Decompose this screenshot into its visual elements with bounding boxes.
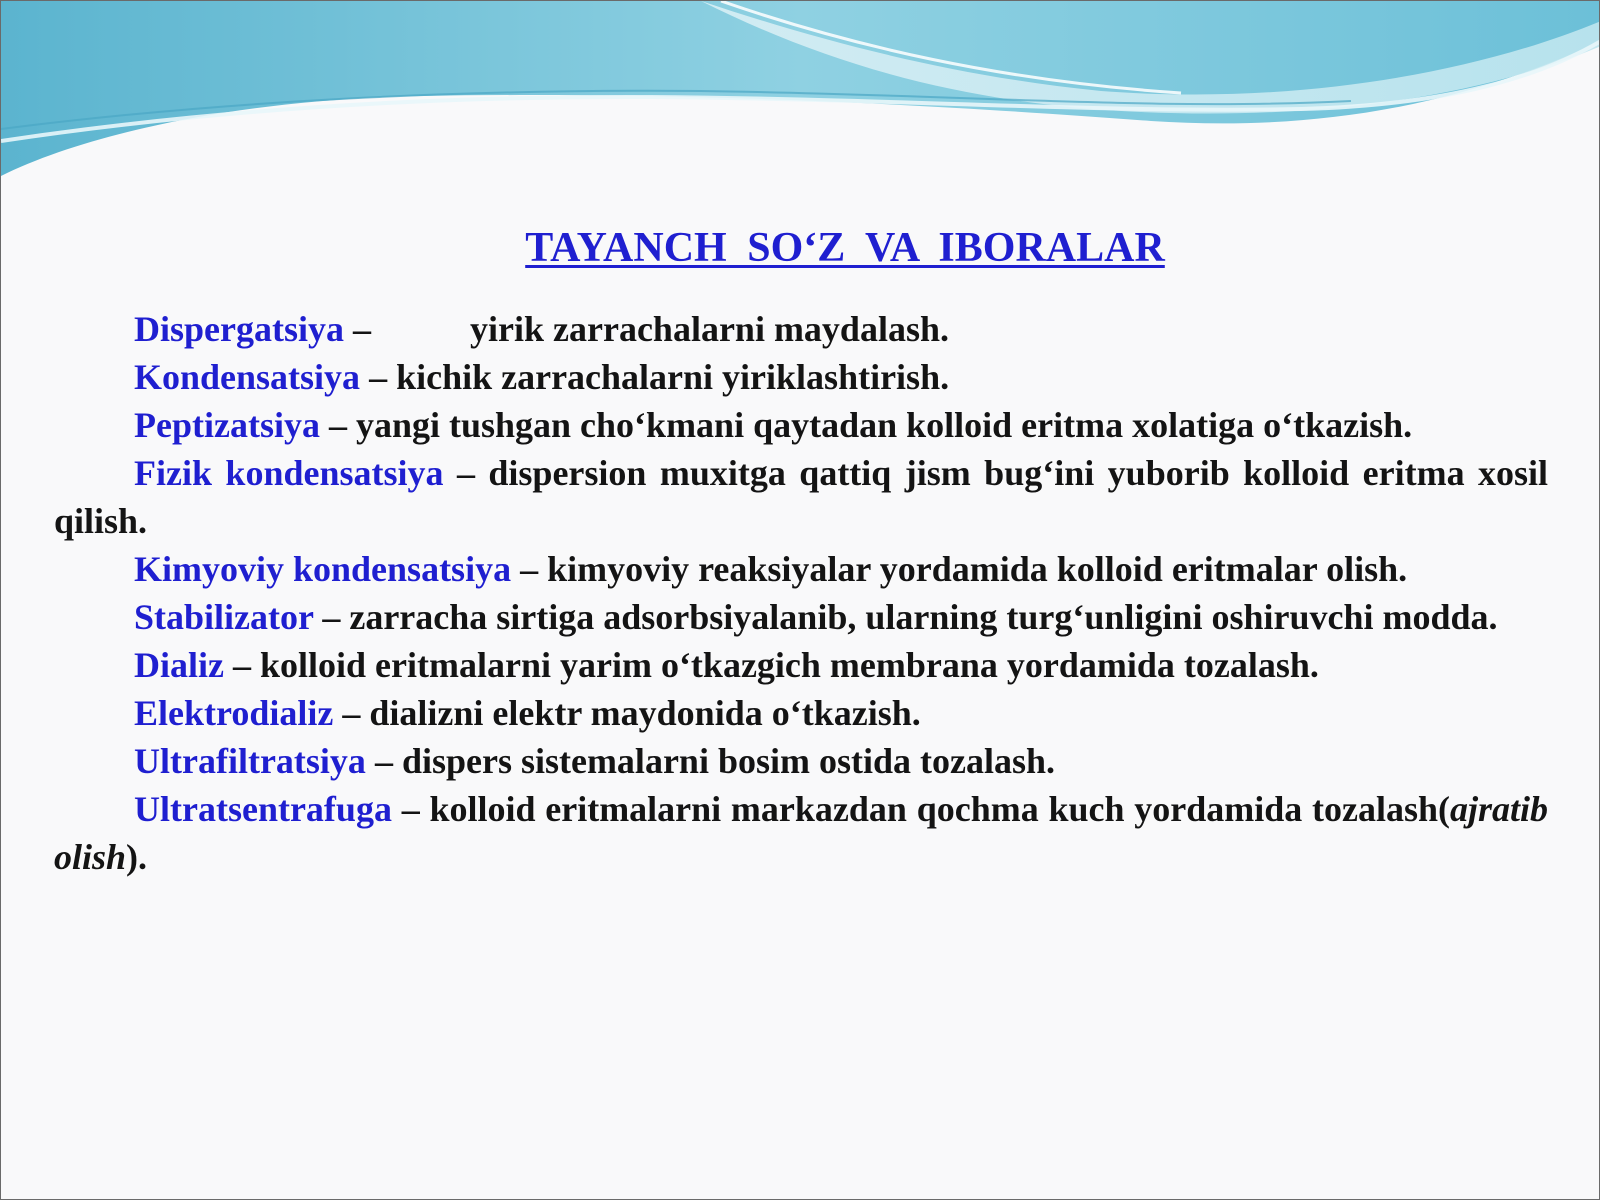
definition-end: ). (126, 837, 148, 877)
definition-item (54, 737, 1548, 785)
definition-item (54, 401, 1548, 449)
separator: – (443, 453, 489, 493)
definition-item (54, 353, 1548, 401)
definition: kolloid eritmalarni yarim o‘tkazgich membrana yordamida tozalash. (259, 645, 1319, 685)
separator: – (344, 309, 371, 349)
term: Fizik kondensatsiya (134, 453, 444, 493)
definition: dispersion muxitga qattiq jism bug‘ini yuborib kolloid eritma xosil qilish. (54, 453, 1549, 541)
term: Peptizatsiya (134, 405, 320, 445)
definition-item (54, 305, 1548, 353)
term: Ultratsentrafuga (134, 789, 392, 829)
separator: – (333, 693, 370, 733)
spacer (371, 309, 470, 349)
definition: kimyoviy reaksiyalar yordamida kolloid eritmalar olish. (547, 549, 1408, 589)
definition-item (54, 785, 1548, 881)
definition-item (54, 641, 1548, 689)
definition-item (54, 449, 1548, 545)
definitions-list (54, 305, 1548, 881)
definition: kichik zarrachalarni yiriklashtirish. (396, 357, 950, 397)
separator: – (319, 405, 356, 445)
separator: – (313, 597, 350, 637)
page-title: TAYANCH SO‘Z VA IBORALAR (525, 225, 1165, 271)
separator: – (511, 549, 548, 589)
definition-item (54, 593, 1548, 641)
definition: dispers sistemalarni bosim ostida tozalash. (401, 741, 1055, 781)
term: Stabilizator (134, 597, 314, 637)
definition: dializni elektr maydonida o‘tkazish. (369, 693, 921, 733)
definition-item (54, 689, 1548, 737)
term: Dispergatsiya (134, 309, 344, 349)
definition-italic: ajratib olish (54, 789, 1548, 877)
definition: zarracha sirtiga adsorbsiyalanib, ularning turg‘unligini oshiruvchi modda. (349, 597, 1498, 637)
term: Kimyoviy kondensatsiya (134, 549, 512, 589)
separator: – (391, 789, 430, 829)
separator: – (223, 645, 260, 685)
wave-header-decoration (1, 1, 1600, 201)
term: Dializ (134, 645, 224, 685)
definition: kolloid eritmalarni markazdan qochma kuch yordamida tozalash( (429, 789, 1450, 829)
definition: yirik zarrachalarni maydalash. (470, 309, 949, 349)
term: Kondensatsiya (134, 357, 361, 397)
separator: – (360, 357, 397, 397)
separator: – (365, 741, 402, 781)
definition: yangi tushgan cho‘kmani qaytadan kolloid eritma xolatiga o‘tkazish. (355, 405, 1413, 445)
term: Ultrafiltratsiya (134, 741, 366, 781)
term: Elektrodializ (134, 693, 334, 733)
definition-item (54, 545, 1548, 593)
